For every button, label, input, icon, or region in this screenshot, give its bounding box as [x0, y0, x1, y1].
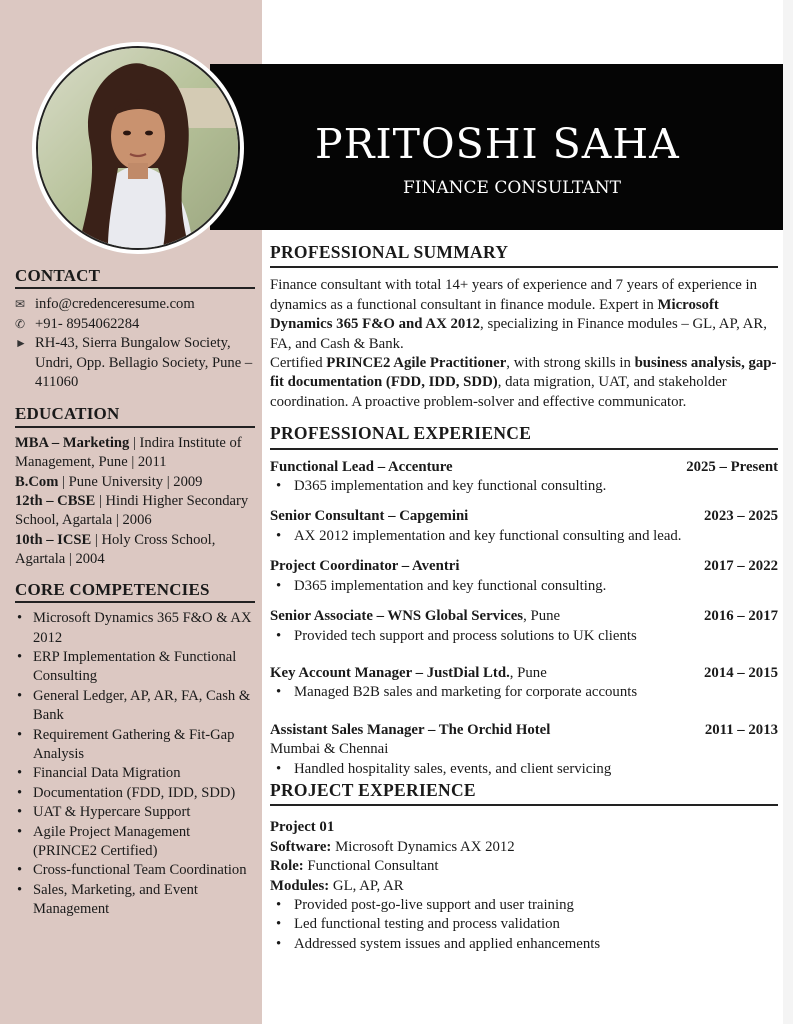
candidate-name: PRITOSHI SAHA — [315, 120, 680, 168]
job-years: 2011 – 2013 — [704, 721, 778, 738]
job-title: Senior Consultant – Capgemini — [270, 508, 469, 525]
project-bullet: • Addressed system issues and applied enhancements — [270, 935, 778, 954]
job-title: Assistant Sales Manager – The Orchid Hotel — [270, 721, 551, 738]
competency-item: • Cross-functional Team Coordination — [15, 861, 255, 880]
job-title: Functional Lead – Accenture — [270, 458, 453, 475]
page-edge — [783, 0, 793, 1024]
project-entry — [270, 814, 778, 954]
education-item: B.Com | Pune University | 2009 — [15, 473, 203, 490]
education-item: 10th – ICSE | Holy Cross School, Agartala | 2004 — [15, 531, 216, 568]
competency-item: • General Ledger, AP, AR, FA, Cash & Bank — [15, 687, 255, 726]
address-text: RH-43, Sierra Bungalow Society, Undri, Opp. Bellagio Society, Pune – 411060 — [35, 335, 253, 391]
project-modules: Modules: GL, AP, AR — [270, 877, 404, 894]
competency-item: • Documentation (FDD, IDD, SDD) — [15, 784, 255, 803]
left-column — [15, 266, 255, 920]
job-entry — [270, 507, 778, 546]
job-bullet: • D365 implementation and key functional consulting. — [270, 477, 778, 496]
job-title: Key Account Manager – JustDial Ltd. — [270, 664, 510, 681]
competency-item: • UAT & Hypercare Support — [15, 803, 255, 822]
job-bullet: • AX 2012 implementation and key functional consulting and lead. — [270, 527, 778, 546]
contact-heading: CONTACT — [15, 266, 255, 289]
competencies-heading: CORE COMPETENCIES — [15, 580, 255, 603]
project-bullet: • Provided post-go-live support and user training — [270, 896, 778, 915]
envelope-icon: ✉ — [15, 297, 26, 312]
contact-address — [15, 334, 255, 392]
competency-item: • Requirement Gathering & Fit-Gap Analysis — [15, 726, 255, 765]
job-bullet: • Managed B2B sales and marketing for corporate accounts — [270, 683, 778, 702]
education-item: MBA – Marketing | Indira Institute of Management, Pune | 2011 — [15, 434, 242, 471]
portrait-image — [38, 48, 238, 248]
competency-item: • Financial Data Migration — [15, 764, 255, 783]
job-entry — [270, 557, 778, 596]
competency-item: • Agile Project Management (PRINCE2 Certified) — [15, 823, 255, 862]
summary-heading: PROFESSIONAL SUMMARY — [270, 243, 778, 268]
job-years: 2025 – Present — [686, 458, 778, 475]
project-bullet: • Led functional testing and process validation — [270, 915, 778, 934]
email-text: info@credenceresume.com — [35, 296, 195, 313]
job-bullet: • Handled hospitality sales, events, and client servicing — [270, 760, 778, 779]
summary-text: Finance consultant with total 14+ years of experience and 7 years of experience in dynamics as a functional consultant in finance module. Expert in Microsoft Dynamics 365 F&O and AX 2012, specializing in Finance modules – GL, AP, AR, FA, and Cash & Bank. Certified PRINCE2 Agile Practitioner, with strong skills in business analysis, gap-fit documentation (FDD, IDD, SDD), data migration, UAT, and stakeholder coordination. A proactive problem-solver and effective communicator. — [270, 277, 777, 410]
job-years: 2023 – 2025 — [704, 508, 778, 525]
job-location: , Pune — [509, 664, 547, 681]
job-entry — [270, 664, 778, 703]
competency-item: • Microsoft Dynamics 365 F&O & AX 2012 — [15, 609, 255, 648]
job-entry — [270, 607, 778, 646]
job-sublocation: Mumbai & Chennai — [270, 741, 389, 758]
project-title: Project 01 — [270, 819, 335, 836]
name-banner — [210, 64, 783, 230]
project-software: Software: Microsoft Dynamics AX 2012 — [270, 838, 515, 855]
job-years: 2014 – 2015 — [704, 664, 778, 681]
job-bullet: • Provided tech support and process solutions to UK clients — [270, 627, 778, 646]
competency-item: • ERP Implementation & Functional Consulting — [15, 648, 255, 687]
education-heading: EDUCATION — [15, 404, 255, 427]
contact-email — [15, 295, 255, 314]
experience-heading: PROFESSIONAL EXPERIENCE — [270, 424, 778, 449]
job-entry — [270, 721, 778, 779]
phone-text: +91- 8954062284 — [35, 315, 140, 332]
education-item: 12th – CBSE | Hindi Higher Secondary School, Agartala | 2006 — [15, 493, 249, 529]
job-years: 2017 – 2022 — [704, 558, 778, 575]
competency-item: • Sales, Marketing, and Event Management — [15, 881, 255, 920]
job-years: 2016 – 2017 — [704, 608, 778, 625]
competencies-list — [15, 609, 255, 920]
contact-phone — [15, 315, 255, 334]
job-title: Senior Associate – WNS Global Services — [270, 608, 524, 625]
profile-photo — [32, 42, 244, 254]
job-entry — [270, 458, 778, 497]
education-list — [15, 434, 255, 570]
job-bullet: • D365 implementation and key functional consulting. — [270, 577, 778, 596]
phone-icon: ✆ — [15, 316, 26, 331]
job-location: , Pune — [523, 608, 561, 625]
right-column — [270, 243, 778, 954]
candidate-role: FINANCE CONSULTANT — [403, 178, 621, 198]
location-arrow-icon: ► — [15, 336, 27, 351]
projects-heading: PROJECT EXPERIENCE — [270, 781, 778, 806]
project-role: Role: Functional Consultant — [270, 858, 439, 875]
job-title: Project Coordinator – Aventri — [270, 558, 460, 575]
